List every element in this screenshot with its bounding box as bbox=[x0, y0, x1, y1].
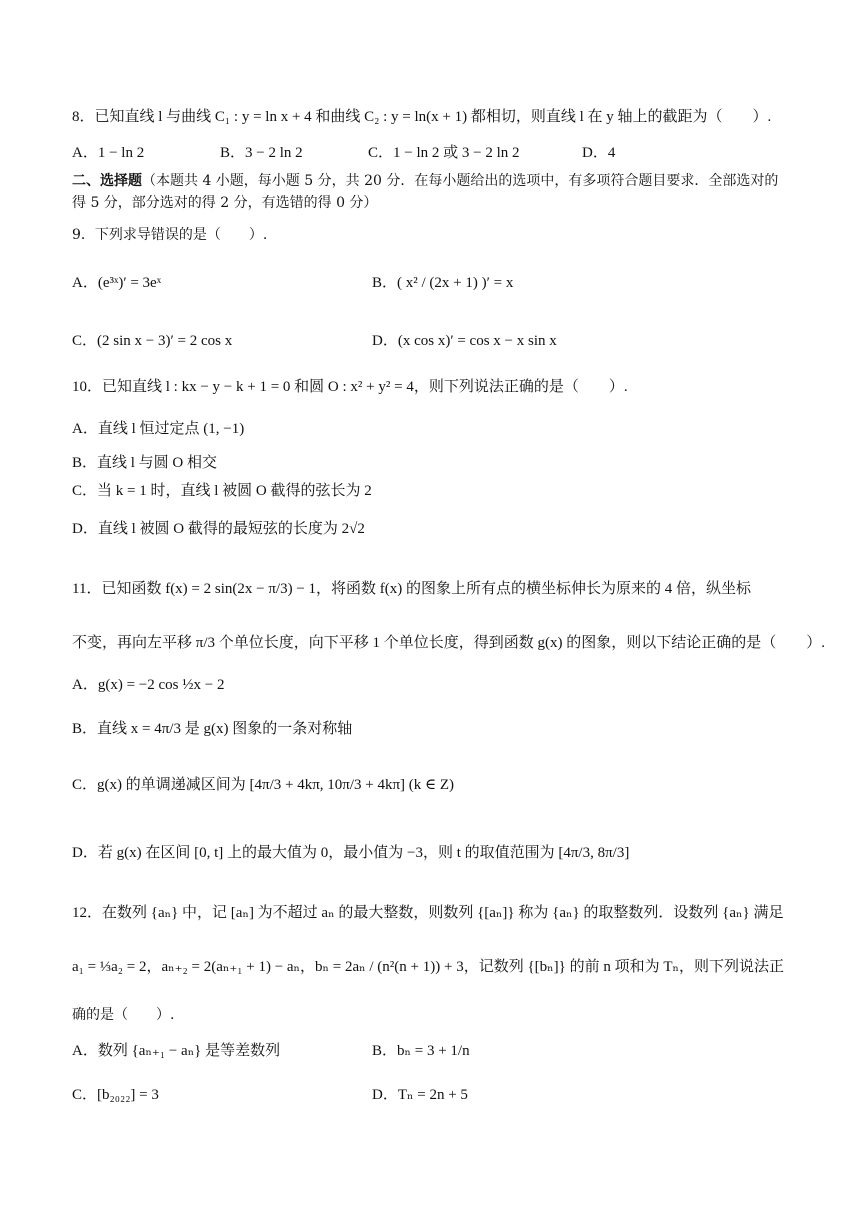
q9-option-d: D．(x cos x)′ = cos x − x sin x bbox=[372, 333, 557, 349]
q11-stem-line2: 不变，再向左平移 π/3 个单位长度，向下平移 1 个单位长度，得到函数 g(x) 的图象，则以下结论正确的是（ ）. bbox=[72, 635, 825, 651]
q12-option-a: A．数列 {aₙ₊₁ − aₙ} 是等差数列 bbox=[72, 1043, 281, 1059]
q8-option-c: C．1 − ln 2 或 3 − 2 ln 2 bbox=[368, 145, 520, 161]
q10-option-b: B．直线 l 与圆 O 相交 bbox=[72, 455, 218, 471]
q10-option-a: A．直线 l 恒过定点 (1, −1) bbox=[72, 421, 245, 437]
section2-desc: （本题共 4 小题，每小题 5 分，共 20 分．在每小题给出的选项中，有多项符合题目要求．全部选对的得 5 分，部分选对的得 2 分，有选错的得 0 分） bbox=[72, 173, 779, 211]
q9-stem: 9．下列求导错误的是（ ）. bbox=[72, 227, 268, 243]
section2-header bbox=[72, 170, 792, 214]
q8-options bbox=[72, 142, 615, 164]
q11-stem-line1: 11．已知函数 f(x) = 2 sin(2x − π/3) − 1，将函数 f(x) 的图象上所有点的横坐标伸长为原来的 4 倍，纵坐标 bbox=[72, 581, 752, 597]
q9-option-c: C．(2 sin x − 3)′ = 2 cos x bbox=[72, 333, 233, 349]
q12-option-d: D．Tₙ = 2n + 5 bbox=[372, 1087, 468, 1103]
q11-option-d: D．若 g(x) 在区间 [0, t] 上的最大值为 0，最小值为 −3，则 t 的取值范围为 [4π/3, 8π/3] bbox=[72, 845, 630, 861]
q10-option-c: C．当 k = 1 时，直线 l 被圆 O 截得的弦长为 2 bbox=[72, 483, 372, 499]
q11-option-a: A．g(x) = −2 cos ½x − 2 bbox=[72, 677, 225, 693]
q12-option-b: B．bₙ = 3 + 1/n bbox=[372, 1043, 470, 1059]
q12-stem-line2: a₁ = ⅓a₂ = 2，aₙ₊₂ = 2(aₙ₊₁ + 1) − aₙ，bₙ = 2aₙ / (n²(n + 1)) + 3，记数列 {[bₙ]} 的前 n 项和为 Tₙ，则下列说法正 bbox=[72, 959, 784, 975]
q12-option-c: C．[b₂₀₂₂] = 3 bbox=[72, 1087, 159, 1103]
q12-stem-line3: 确的是（ ）. bbox=[72, 1007, 175, 1023]
section2-title: 二、选择题 bbox=[72, 173, 142, 189]
q11-option-b: B．直线 x = 4π/3 是 g(x) 图象的一条对称轴 bbox=[72, 721, 353, 737]
q12-stem-line1: 12．在数列 {aₙ} 中，记 [aₙ] 为不超过 aₙ 的最大整数，则数列 {[aₙ]} 称为 {aₙ} 的取整数列．设数列 {aₙ} 满足 bbox=[72, 905, 784, 921]
q10-stem: 10．已知直线 l : kx − y − k + 1 = 0 和圆 O : x² + y² = 4，则下列说法正确的是（ ）. bbox=[72, 379, 628, 395]
q8-option-b: B．3 − 2 ln 2 bbox=[220, 145, 303, 161]
q9-option-a: A．(e³ˣ)′ = 3eˣ bbox=[72, 275, 162, 291]
q8-option-a: A．1 − ln 2 bbox=[72, 145, 145, 161]
q8-option-d: D．4 bbox=[582, 145, 616, 161]
q10-option-d: D．直线 l 被圆 O 截得的最短弦的长度为 2√2 bbox=[72, 521, 365, 537]
q11-option-c: C．g(x) 的单调递减区间为 [4π/3 + 4kπ, 10π/3 + 4kπ] (k ∈ Z) bbox=[72, 777, 455, 793]
q8-stem: 8．已知直线 l 与曲线 C₁ : y = ln x + 4 和曲线 C₂ : y = ln(x + 1) 都相切，则直线 l 在 y 轴上的截距为（ ）. bbox=[72, 109, 772, 125]
q9-option-b: B．( x² / (2x + 1) )′ = x bbox=[372, 275, 514, 291]
